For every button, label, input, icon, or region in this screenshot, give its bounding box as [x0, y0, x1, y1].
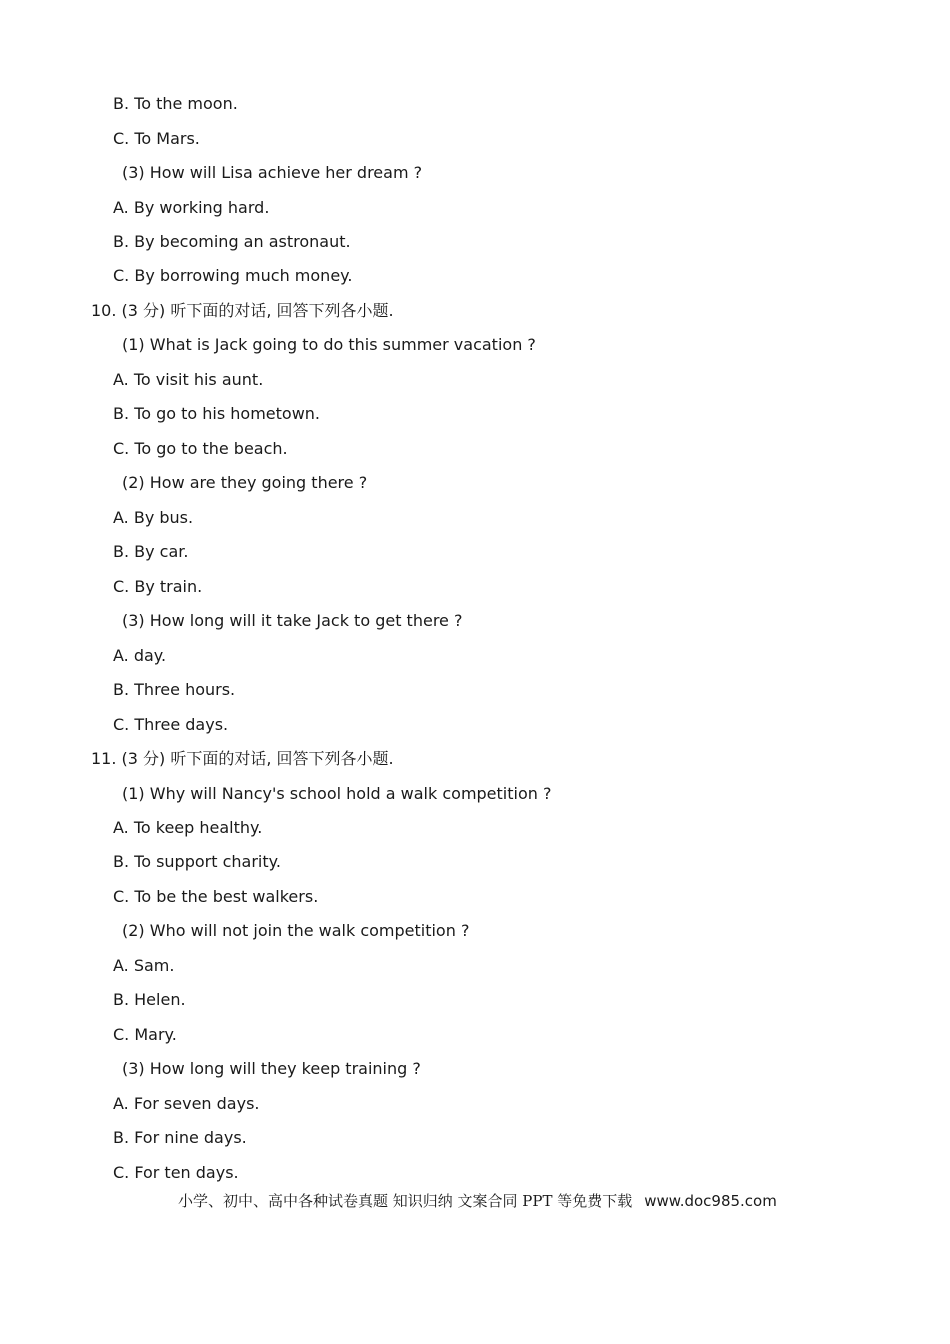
- q11-sub1-option-b: B. To support charity.: [113, 852, 281, 871]
- q9-subquestion-3: (3) How will Lisa achieve her dream ?: [122, 163, 423, 182]
- q10-header: 10. (3 分) 听下面的对话, 回答下列各小题.: [91, 301, 394, 320]
- q9-sub3-option-b: B. By becoming an astronaut.: [113, 232, 351, 251]
- footer-url[interactable]: www.doc985.com: [644, 1192, 777, 1210]
- q11-sub2-option-a: A. Sam.: [113, 956, 175, 975]
- q10-sub2-option-b: B. By car.: [113, 542, 189, 561]
- footer-text: 小学、初中、高中各种试卷真题 知识归纳 文案合同 PPT 等免费下载: [178, 1192, 633, 1210]
- q11-subquestion-2: (2) Who will not join the walk competition ?: [122, 921, 470, 940]
- q10-sub3-option-b: B. Three hours.: [113, 680, 236, 699]
- q11-sub1-option-c: C. To be the best walkers.: [113, 887, 319, 906]
- q11-subquestion-3: (3) How long will they keep training ?: [122, 1059, 421, 1078]
- q11-sub3-option-c: C. For ten days.: [113, 1163, 239, 1182]
- q11-sub2-option-c: C. Mary.: [113, 1025, 177, 1044]
- q11-sub3-option-a: A. For seven days.: [113, 1094, 260, 1113]
- q9-sub3-option-a: A. By working hard.: [113, 198, 270, 217]
- q10-subquestion-1: (1) What is Jack going to do this summer vacation ?: [122, 335, 536, 354]
- q11-subquestion-1: (1) Why will Nancy's school hold a walk competition ?: [122, 784, 552, 803]
- q9-option-b: B. To the moon.: [113, 94, 238, 113]
- q11-sub3-option-b: B. For nine days.: [113, 1128, 247, 1147]
- q10-subquestion-2: (2) How are they going there ?: [122, 473, 368, 492]
- q10-sub3-option-a: A. day.: [113, 646, 167, 665]
- q10-sub2-option-c: C. By train.: [113, 577, 203, 596]
- q10-sub2-option-a: A. By bus.: [113, 508, 194, 527]
- q9-sub3-option-c: C. By borrowing much money.: [113, 266, 353, 285]
- page-footer: [178, 1190, 777, 1211]
- q11-header: 11. (3 分) 听下面的对话, 回答下列各小题.: [91, 749, 394, 768]
- q10-sub1-option-c: C. To go to the beach.: [113, 439, 288, 458]
- q10-sub3-option-c: C. Three days.: [113, 715, 229, 734]
- q10-sub1-option-a: A. To visit his aunt.: [113, 370, 264, 389]
- q10-subquestion-3: (3) How long will it take Jack to get there ?: [122, 611, 463, 630]
- q11-sub2-option-b: B. Helen.: [113, 990, 186, 1009]
- q10-sub1-option-b: B. To go to his hometown.: [113, 404, 320, 423]
- q9-option-c: C. To Mars.: [113, 129, 200, 148]
- q11-sub1-option-a: A. To keep healthy.: [113, 818, 263, 837]
